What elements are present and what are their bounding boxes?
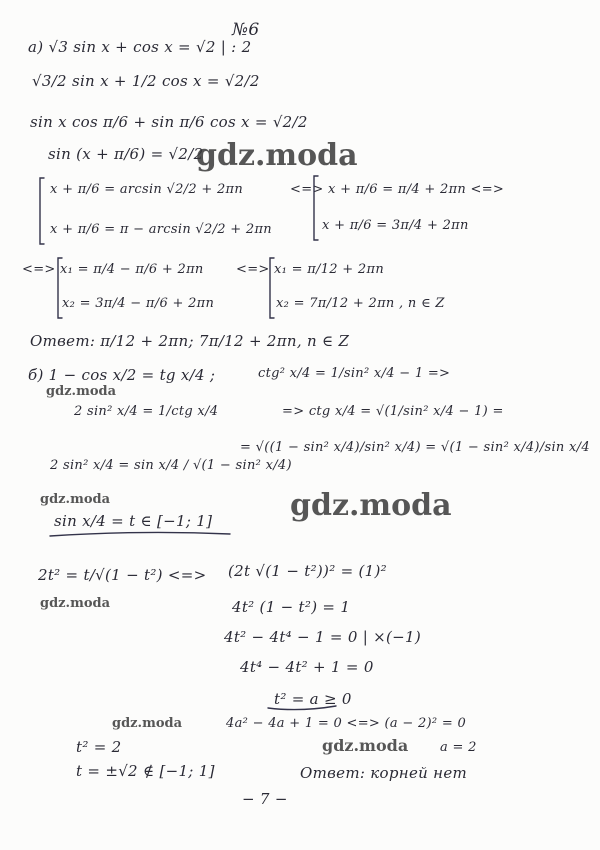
line-30: t = ±√2 ∉ [−1; 1] [76,762,215,780]
system-bracket-4 [270,258,274,318]
line-3: sin x cos π/6 + sin π/6 cos x = √2/2 [30,113,308,131]
line-29: t² = 2 [76,738,122,756]
system-bracket-3 [58,258,62,318]
problem-number: №6 [232,20,260,40]
watermark: gdz.moda [46,384,117,399]
watermark: gdz.moda [322,736,409,755]
line-8: x + π/6 = 3π/4 + 2πn [322,218,469,233]
watermark: gdz.moda [40,492,111,507]
line-7: <=> x + π/6 = π/4 + 2πn <=> [290,182,505,197]
line-5: x + π/6 = arcsin √2/2 + 2πn [50,182,244,197]
watermark: gdz.moda [196,138,358,173]
line-16: 2 sin² x/4 = 1/ctg x/4 [74,404,219,419]
line-20: sin x/4 = t ∈ [−1; 1] [54,512,213,530]
line-1: а) √3 sin x + cos x = √2 | : 2 [28,38,252,56]
line-10: x₂ = 3π/4 − π/6 + 2πn [62,296,215,311]
watermark: gdz.moda [290,488,452,523]
line-14: б) 1 − cos x/2 = tg x/4 ; [28,366,216,384]
watermark: gdz.moda [40,596,111,611]
system-bracket-1 [40,178,44,244]
line-15: ctg² x/4 = 1/sin² x/4 − 1 => [258,366,451,381]
answer-b: Ответ: корней нет [300,764,468,782]
line-11: <=> x₁ = π/12 + 2πn [236,262,385,277]
line-24: 4t² − 4t⁴ − 1 = 0 | ×(−1) [224,628,422,646]
watermark: gdz.moda [112,716,183,731]
page-number: − 7 − [242,790,288,808]
line-27: 4a² − 4a + 1 = 0 <=> (a − 2)² = 0 [226,716,467,731]
line-17: => ctg x/4 = √(1/sin² x/4 − 1) = [282,404,504,419]
underline-t-squared [268,706,336,710]
line-4: sin (x + π/6) = √2/2 [48,145,204,163]
line-12: x₂ = 7π/12 + 2πn , n ∈ Z [276,296,445,311]
answer-a: Ответ: π/12 + 2πn; 7π/12 + 2πn, n ∈ Z [30,332,350,350]
system-bracket-2 [314,176,318,240]
line-19: = √((1 − sin² x/4)/sin² x/4) = √(1 − sin² x/4)/sin x/4 [240,440,590,455]
line-26: t² = a ≥ 0 [274,690,352,708]
line-23: 4t² (1 − t²) = 1 [232,598,351,616]
line-25: 4t⁴ − 4t² + 1 = 0 [240,658,374,676]
line-21: 2t² = t/√(1 − t²) <=> [38,566,207,584]
underline-substitution [50,532,230,536]
line-2: √3/2 sin x + 1/2 cos x = √2/2 [32,72,260,90]
line-6: x + π/6 = π − arcsin √2/2 + 2πn [50,222,272,237]
line-22: (2t √(1 − t²))² = (1)² [228,562,387,580]
line-28: a = 2 [440,740,477,755]
line-18: 2 sin² x/4 = sin x/4 / √(1 − sin² x/4) [50,458,292,473]
line-9: <=> x₁ = π/4 − π/6 + 2πn [22,262,204,277]
